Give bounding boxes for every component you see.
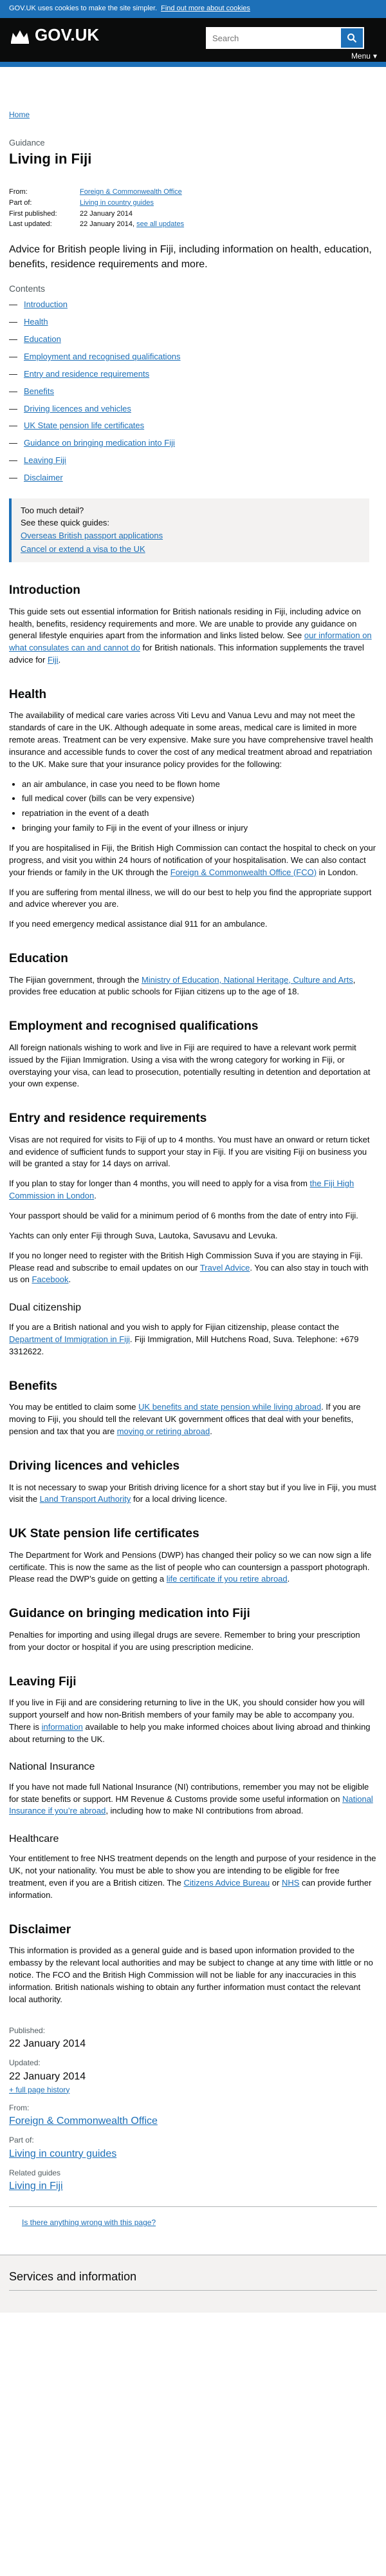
from-label: From: <box>9 2103 30 2112</box>
section-heading-benefits: Benefits <box>9 1379 57 1393</box>
citizens-advice-link[interactable]: Citizens Advice Bureau <box>183 1878 270 1888</box>
ni-abroad-link[interactable]: National Insurance if you’re abroad <box>9 1794 373 1816</box>
quick-guides-subtitle: See these quick guides: <box>21 517 110 527</box>
text: . <box>58 655 61 665</box>
main-content <box>0 109 386 2242</box>
health-paragraph <box>9 842 377 879</box>
logo-text: GOV.UK <box>35 25 100 44</box>
text: . You can also stay in touch with us on <box>9 1262 369 1285</box>
contents-link[interactable]: Disclaimer <box>24 472 63 482</box>
health-insurance-list <box>22 779 377 835</box>
health-paragraph: If you are suffering from mental illness, we will do our best to help you find the appropriate support and advice wherever you are. <box>9 887 372 909</box>
section-heading-medication: Guidance on bringing medication into Fiji <box>9 1607 250 1621</box>
facebook-link[interactable]: Facebook <box>32 1274 69 1285</box>
benefits-paragraph <box>9 1401 377 1438</box>
section-heading-health: Health <box>9 687 47 701</box>
related-label: Related guides <box>9 2168 61 2177</box>
dash-icon: — <box>9 317 17 327</box>
dash-icon: — <box>9 299 17 310</box>
list-item: • repatriation in the event of a death <box>22 808 377 820</box>
uk-benefits-link[interactable]: UK benefits and state pension while living abroad <box>138 1402 322 1412</box>
section-heading-driving: Driving licences and vehicles <box>9 1459 180 1473</box>
meta-first-published-value: 22 January 2014 <box>80 209 133 218</box>
text: The Department for Work and Pensions (DWP) has changed their policy so we can now sign a life certificate. This is now the same as the list of people who can countersign a passport photograph. Please read the DWP’s guide on getting a <box>9 1549 372 1584</box>
list-item: • an air ambulance, in case you need to be flown home <box>22 779 377 791</box>
medication-paragraph: Penalties for importing and using illegal drugs are severe. Remember to bring your prescription from your doctor or hospital if you are using prescription medicine. <box>9 1629 360 1652</box>
contents-item <box>9 351 377 363</box>
sub-heading-healthcare: Healthcare <box>9 1833 59 1845</box>
health-paragraph: If you need emergency medical assistance dial 911 for an ambulance. <box>9 919 268 929</box>
entry-paragraph <box>9 1321 377 1358</box>
text: This guide sets out essential information for British nationals residing in Fiji, including advice on health, benefits, residency requirements and more. We are unable to provide any guidance on general lifestyle enquiries apart from the information and links listed below. See <box>9 606 362 641</box>
contents-link[interactable]: Introduction <box>24 299 68 310</box>
contents-link[interactable]: Leaving Fiji <box>24 455 66 466</box>
text: If you no longer need to register with the British High Commission Suva if you are staying in Fiji. Please read and subscribe to email updates on our <box>9 1250 363 1273</box>
report-problem <box>9 2206 377 2241</box>
text: . Fiji Immigration, Mill Hutchens Road, Suva. Telephone: +679 3312622. <box>9 1334 359 1357</box>
quick-guides-title: Too much detail? <box>21 505 84 515</box>
section-heading-education: Education <box>9 952 68 966</box>
cookie-banner <box>0 0 386 18</box>
page-title: Living in Fiji <box>9 151 92 167</box>
text: If you live in Fiji and are considering returning to live in the UK, you should consider how you will support yourself and how non-British members of your family may be able to accompany you. There is <box>9 1698 365 1732</box>
dash-icon: — <box>9 472 17 482</box>
fiji-travel-advice-link[interactable]: Fiji <box>48 655 59 665</box>
published-label: Published: <box>9 2025 46 2035</box>
contents-item <box>9 368 377 381</box>
driving-paragraph <box>9 1482 377 1506</box>
leaving-paragraph <box>9 1781 377 1818</box>
text: or <box>271 1878 280 1888</box>
quick-guides-box <box>9 498 369 562</box>
contents-item <box>9 403 377 415</box>
text: available to help you make informed choices about living abroad and thinking about returning to the UK. <box>9 1721 371 1744</box>
contents-link[interactable]: Entry and residence requirements <box>24 368 150 379</box>
contents-link[interactable]: Benefits <box>24 386 54 396</box>
updated-label: Updated: <box>9 2058 41 2068</box>
contents-link[interactable]: Driving licences and vehicles <box>24 403 131 413</box>
contents-link[interactable]: UK State pension life certificates <box>24 421 145 431</box>
quick-guide-link[interactable]: Cancel or extend a visa to the UK <box>21 544 145 554</box>
contents-link[interactable]: Employment and recognised qualifications <box>24 351 181 361</box>
travel-advice-link[interactable]: Travel Advice <box>199 1262 250 1273</box>
section-heading-introduction: Introduction <box>9 583 80 598</box>
chevron-down-icon: ▾ <box>372 52 377 61</box>
dash-icon: — <box>9 438 17 448</box>
sub-heading-dual-citizenship: Dual citizenship <box>9 1302 82 1314</box>
immigration-link[interactable]: Department of Immigration in Fiji <box>9 1334 130 1345</box>
meta-part-of-label: Part of: <box>9 198 32 207</box>
contents-item <box>9 386 377 398</box>
cookie-info-link[interactable]: Find out more about cookies <box>161 5 250 12</box>
crown-icon <box>9 26 31 44</box>
text: , including how to make NI contributions from abroad. <box>106 1806 304 1816</box>
contents-item <box>9 455 377 467</box>
contents-item <box>9 472 377 484</box>
contents-link[interactable]: Health <box>24 317 48 327</box>
meta-last-updated-label: Last updated: <box>9 220 52 229</box>
cookie-text: GOV.UK uses cookies to make the site simpler. <box>9 5 158 12</box>
section-heading-leaving: Leaving Fiji <box>9 1674 77 1689</box>
contents-item <box>9 420 377 432</box>
contents-item <box>9 316 377 328</box>
menu-label: Menu <box>351 52 371 61</box>
ministry-education-link[interactable]: Ministry of Education, National Heritage, Culture and Arts <box>141 974 353 985</box>
search-box <box>206 27 364 49</box>
text: , provides free education at public schools for Fijian citizens up to the age of 18. <box>9 974 356 997</box>
life-certificate-link[interactable]: life certificate if you retire abroad <box>166 1574 288 1584</box>
text: The Fijian government, through the <box>9 974 140 985</box>
contents-item <box>9 334 377 346</box>
section-heading-pension: UK State pension life certificates <box>9 1527 199 1541</box>
leaving-paragraph <box>9 1697 377 1745</box>
breadcrumb <box>9 109 377 120</box>
govuk-logo[interactable] <box>9 23 99 48</box>
footer-metadata <box>9 2025 377 2194</box>
meta-last-updated-value: 22 January 2014, <box>80 220 135 229</box>
health-paragraph: The availability of medical care varies across Viti Levu and Vanua Levu and may not meet the standards of care in the UK. Although adequate in some areas, medical care is limited in more remote areas. Treatment can be very expensive. Make sure you have comprehensive travel health insurance and accessible funds to cover the cost of any medical treatment abroad and repatriation to the UK. Make sure that your insurance policy provides for the following: <box>9 710 373 769</box>
from-link[interactable]: Foreign & Commonwealth Office <box>9 2115 158 2126</box>
contents-item <box>9 437 377 450</box>
contents-title: Contents <box>9 283 46 294</box>
report-problem-link[interactable]: Is there anything wrong with this page? <box>22 2218 156 2228</box>
section-heading-employment: Employment and recognised qualifications <box>9 1019 259 1034</box>
search-button[interactable] <box>341 28 363 48</box>
text: . <box>68 1274 71 1285</box>
sub-heading-national-insurance: National Insurance <box>9 1761 95 1773</box>
pension-paragraph <box>9 1549 377 1586</box>
text: If you have not made full National Insurance (NI) contributions, remember you may not be eligible for state benefits or support. HM Revenue & Customs provide some useful information on <box>9 1781 369 1804</box>
entry-paragraph: Yachts can only enter Fiji through Suva, Lautoka, Savusavu and Levuka. <box>9 1230 278 1240</box>
education-paragraph <box>9 974 377 999</box>
text: If you are a British national and you wish to apply for Fijian citizenship, please contact the <box>9 1322 340 1332</box>
published-value: 22 January 2014 <box>9 2038 86 2049</box>
part-of-label: Part of: <box>9 2136 34 2145</box>
see-all-updates-link[interactable]: see all updates <box>136 220 185 229</box>
contents-link[interactable]: Guidance on bringing medication into Fiji <box>24 438 175 448</box>
list-item: • bringing your family to Fiji in the event of your illness or injury <box>22 822 377 835</box>
information-link[interactable]: information <box>41 1721 83 1732</box>
section-heading-entry: Entry and residence requirements <box>9 1112 207 1126</box>
dash-icon: — <box>9 351 17 361</box>
document-type: Guidance <box>9 138 45 148</box>
text: . <box>287 1574 290 1584</box>
menu-button[interactable] <box>351 51 377 62</box>
quick-guide-link[interactable]: Overseas British passport applications <box>21 531 163 541</box>
section-heading-disclaimer: Disclaimer <box>9 1922 71 1937</box>
contents-list <box>9 299 377 484</box>
employment-paragraph: All foreign nationals wishing to work and live in Fiji are required to have a relevant work permit issued by the Fijian Immigration. Using a visa with the wrong category for working in Fiji, or overstaying your visa, can lead to prosecution, potentially resulting in detention and deportation at your own expense. <box>9 1042 371 1089</box>
meta-from-label: From: <box>9 187 28 196</box>
text: for a local driving licence. <box>133 1494 227 1504</box>
consulates-link[interactable]: our information on what consulates can and cannot do <box>9 630 372 653</box>
entry-paragraph <box>9 1178 377 1202</box>
text: If you are hospitalised in Fiji, the British High Commission can contact the hospital to check on your progress, and visit you within 24 hours of notification of your hospitalisation. We can also contact your friends or family in the UK through the <box>9 843 376 877</box>
entry-paragraph <box>9 1250 377 1287</box>
page-history-link[interactable]: + full page history <box>9 2085 70 2094</box>
dash-icon: — <box>9 334 17 345</box>
part-of-link[interactable]: Living in country guides <box>9 2148 117 2159</box>
meta-first-published-label: First published: <box>9 209 57 218</box>
entry-paragraph: Visas are not required for visits to Fiji of up to 4 months. You must have an onward or return ticket and evidence of sufficient funds to support your stay in Fiji. If you are visiting Fiji on business you will be granted a stay for 14 days on arrival. <box>9 1134 370 1169</box>
dash-icon: — <box>9 403 17 413</box>
site-footer <box>0 2255 386 2313</box>
text: You may be entitled to claim some <box>9 1402 136 1412</box>
text: for British nationals. This information supplements the travel advice for <box>9 643 364 665</box>
related-link[interactable]: Living in Fiji <box>9 2181 63 2192</box>
page-summary: Advice for British people living in Fiji, including information on health, education, benefits, residence requirements and more. <box>9 244 372 270</box>
moving-abroad-link[interactable]: moving or retiring abroad <box>116 1426 210 1437</box>
text: It is not necessary to swap your British driving licence for a short stay but if you live in Fiji, you must visit the <box>9 1482 376 1504</box>
leaving-paragraph <box>9 1853 377 1901</box>
search-input[interactable] <box>207 28 341 48</box>
list-item: • full medical cover (bills can be very expensive) <box>22 793 377 805</box>
disclaimer-paragraph: This information is provided as a general guide and is based upon information provided to the embassy by the relevant local authorities and may be subject to change at any time with little or no notice. The FCO and the British High Commission will not be liable for any inaccuracies in this information. British nationals wishing to obtain any further information must contact the relevant local authority. <box>9 1946 373 2004</box>
text: . <box>94 1191 96 1201</box>
meta-from-link[interactable]: Foreign & Commonwealth Office <box>80 187 182 196</box>
text: Your entitlement to free NHS treatment depends on the length and purpose of your residence in the UK, not your nationality. You must be able to show you are intending to be eligible for free treatment, even if you are a British citizen. The <box>9 1853 376 1888</box>
dash-icon: — <box>9 386 17 396</box>
metadata <box>9 187 377 231</box>
fco-link[interactable]: Foreign & Commonwealth Office (FCO) <box>170 867 317 877</box>
text: If you plan to stay for longer than 4 months, you will need to apply for a visa from <box>9 1179 308 1189</box>
fiji-high-commission-link[interactable]: the Fiji High Commission in London <box>9 1179 354 1201</box>
text: in London. <box>318 867 358 877</box>
contents-link[interactable]: Education <box>24 334 61 345</box>
site-header <box>0 18 386 67</box>
footer-heading: Services and information <box>9 2268 377 2291</box>
text: can provide further information. <box>9 1878 372 1900</box>
breadcrumb-home[interactable]: Home <box>9 110 30 119</box>
updated-value: 22 January 2014 <box>9 2070 86 2082</box>
meta-part-of-link[interactable]: Living in country guides <box>80 198 154 207</box>
dash-icon: — <box>9 455 17 466</box>
introduction-paragraph <box>9 606 377 667</box>
dash-icon: — <box>9 368 17 379</box>
contents-item <box>9 299 377 311</box>
text: . If you are moving to Fiji, you should tell the relevant UK government offices that deal with your benefits, pension and tax that you are <box>9 1402 361 1437</box>
land-transport-link[interactable]: Land Transport Authority <box>39 1494 131 1504</box>
entry-paragraph: Your passport should be valid for a minimum period of 6 months from the date of entry into Fiji. <box>9 1211 358 1220</box>
nhs-link[interactable]: NHS <box>281 1878 300 1888</box>
dash-icon: — <box>9 421 17 431</box>
search-icon <box>347 33 357 43</box>
text: . <box>210 1426 212 1437</box>
